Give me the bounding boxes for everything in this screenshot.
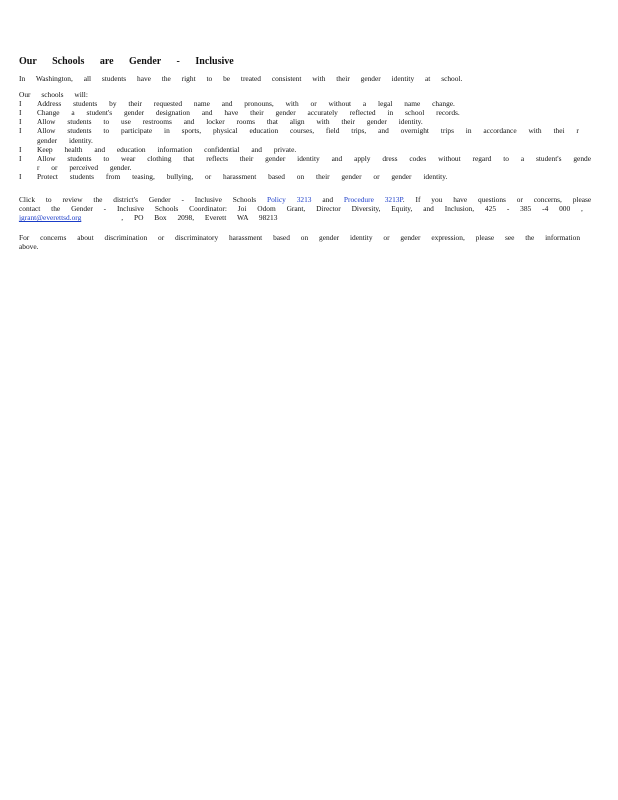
list-item bbox=[19, 99, 599, 108]
bullet-mark: I bbox=[19, 171, 22, 181]
list-item-text: Allow students to wear clothing that reflects their gender identity and apply dress codes without regard to a student's gende r or perceived gender. bbox=[37, 153, 591, 172]
procedure-link[interactable]: Procedure 3213P bbox=[343, 195, 403, 205]
concerns-paragraph: For concerns about discrimination or discriminatory harassment based on gender identity or gender expression, please see the information above. bbox=[19, 233, 581, 252]
list-item bbox=[19, 154, 599, 172]
list-item bbox=[19, 117, 599, 126]
policy-link[interactable]: Policy 3213 bbox=[266, 195, 312, 205]
list-item-text: Change a student's gender designation and have their gender accurately reflected in school records. bbox=[37, 108, 460, 118]
list-item-text: Allow students to participate in sports, physical education courses, field trips, and overnight trips in accordance with thei r gender identity. bbox=[37, 126, 579, 145]
list-item bbox=[19, 145, 599, 154]
list-item-text: Keep health and education information confidential and private. bbox=[37, 144, 297, 154]
policy-paragraph bbox=[19, 195, 599, 222]
list-item-text: Protect students from teasing, bullying, or harassment based on their gender or gender identity. bbox=[37, 171, 448, 181]
policy-intro-text: Click to review the district's Gender - Inclusive Schools bbox=[19, 195, 257, 205]
list-item bbox=[19, 172, 599, 181]
document-page bbox=[19, 56, 599, 252]
list-item-text: Allow students to use restrooms and locker rooms that align with their gender identity. bbox=[37, 117, 423, 127]
bullet-mark: I bbox=[19, 117, 22, 127]
list-item bbox=[19, 126, 599, 144]
and-text: and bbox=[322, 195, 334, 205]
bullet-mark: I bbox=[19, 126, 22, 136]
contact-text: . If you have questions or concerns, please contact the Gender - Inclusive Schools Coordinator: Joi Odom Grant, Director Diversity, Equity, and Inclusion, 425 - 385 -4 000 , bbox=[19, 195, 592, 214]
document-title: Our Schools are Gender - Inclusive bbox=[19, 56, 234, 67]
bullet-mark: I bbox=[19, 99, 22, 109]
mailing-address: , PO Box 2098, Everett WA 98213 bbox=[121, 213, 278, 223]
bullet-mark: I bbox=[19, 144, 22, 154]
list-heading: Our schools will: bbox=[19, 90, 88, 100]
bullet-mark: I bbox=[19, 153, 22, 163]
rights-list bbox=[19, 99, 599, 181]
coordinator-email-link[interactable]: jgrant@everettsd.org bbox=[19, 213, 82, 223]
intro-paragraph: In Washington, all students have the right to be treated consistent with their gender identity at school. bbox=[19, 74, 463, 83]
list-item-text: Address students by their requested name and pronouns, with or without a legal name change. bbox=[37, 99, 455, 109]
list-item bbox=[19, 108, 599, 117]
bullet-mark: I bbox=[19, 108, 22, 118]
